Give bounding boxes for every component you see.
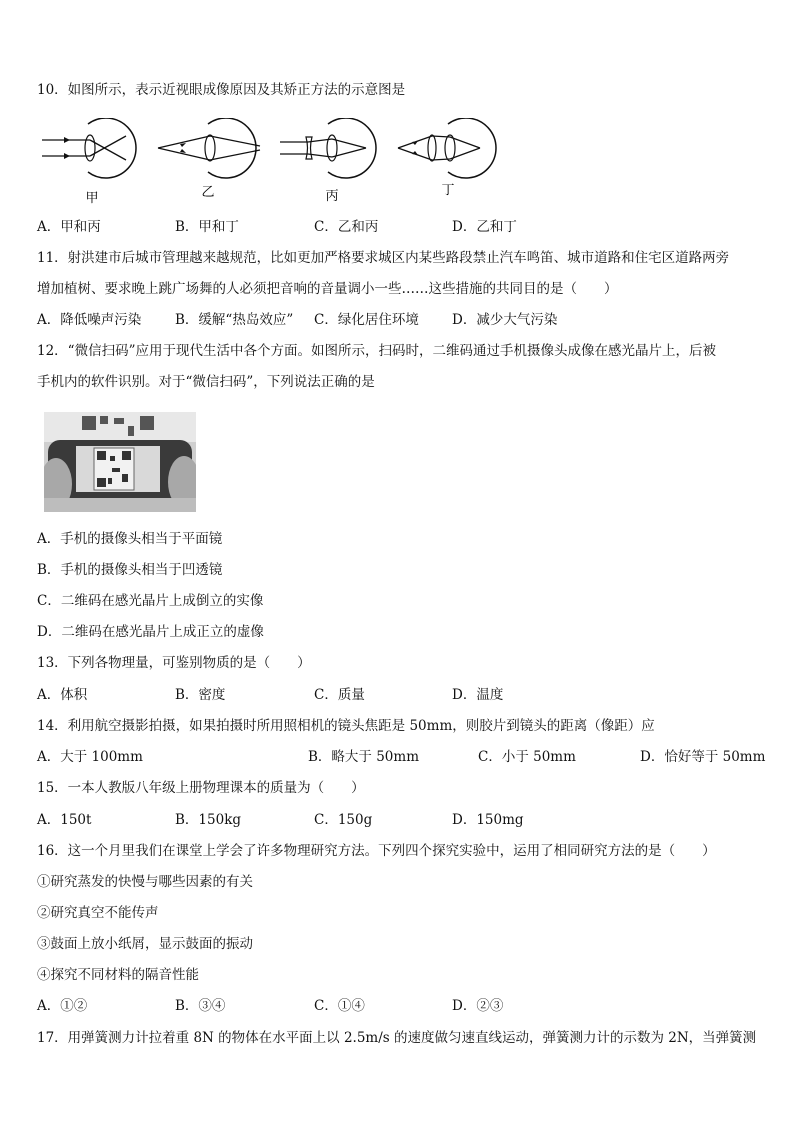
- eye-diagrams-figure: [40, 118, 500, 208]
- q16-item-3: ③鼓面上放小纸屑，显示鼓面的振动: [37, 936, 253, 952]
- q11-option-a: A．降低噪声污染: [37, 312, 142, 328]
- qr-scan-photo: [44, 412, 196, 512]
- q16-item-1: ①研究蒸发的快慢与哪些因素的有关: [37, 874, 253, 890]
- q12-stem-line1: 12．“微信扫码”应用于现代生活中各个方面。如图所示，扫码时，二维码通过手机摄像头成像在感光晶片上，后被: [37, 343, 716, 359]
- q16-option-b: B．③④: [175, 998, 226, 1014]
- q10-option-c: C．乙和丙: [314, 219, 379, 235]
- q12-option-d: D．二维码在感光晶片上成正立的虚像: [37, 624, 264, 640]
- q16-option-c: C．①④: [314, 998, 365, 1014]
- q13-option-a: A．体积: [37, 687, 88, 703]
- q13-stem: 13．下列各物理量，可鉴别物质的是（ ）: [37, 655, 311, 671]
- q16-item-4: ④探究不同材料的隔音性能: [37, 967, 199, 983]
- figure-label-bing: 丙: [325, 189, 339, 204]
- q15-option-a: A．150t: [37, 812, 92, 828]
- q10-stem: 10．如图所示，表示近视眼成像原因及其矫正方法的示意图是: [37, 82, 406, 98]
- q11-option-b: B．缓解“热岛效应”: [175, 312, 294, 328]
- q12-option-b: B．手机的摄像头相当于凹透镜: [37, 562, 223, 578]
- q15-option-c: C．150g: [314, 812, 373, 828]
- q11-option-d: D．减少大气污染: [452, 312, 558, 328]
- eye-diagram-yi: [158, 118, 260, 178]
- q12-option-a: A．手机的摄像头相当于平面镜: [37, 531, 223, 547]
- q16-stem: 16．这一个月里我们在课堂上学会了许多物理研究方法。下列四个探究实验中，运用了相同研究方法的是（ ）: [37, 843, 716, 859]
- q15-stem: 15．一本人教版八年级上册物理课本的质量为（ ）: [37, 780, 365, 796]
- figure-label-jia: 甲: [85, 191, 99, 206]
- eye-diagram-ding: [398, 118, 496, 178]
- q14-option-a: A．大于 100mm: [37, 749, 143, 765]
- q14-stem: 14．利用航空摄影拍摄，如果拍摄时所用照相机的镜头焦距是 50mm，则胶片到镜头的距离（像距）应: [37, 718, 655, 734]
- q16-item-2: ②研究真空不能传声: [37, 905, 159, 921]
- eye-diagram-jia: [42, 118, 136, 178]
- q16-option-d: D．②③: [452, 998, 504, 1014]
- q15-option-d: D．150mg: [452, 812, 524, 828]
- q14-option-c: C．小于 50mm: [478, 749, 576, 765]
- figure-label-ding: 丁: [441, 183, 455, 198]
- q11-option-c: C．绿化居住环境: [314, 312, 419, 328]
- q10-option-a: A．甲和丙: [37, 219, 101, 235]
- q10-option-b: B．甲和丁: [175, 219, 239, 235]
- eye-diagram-bing: [280, 118, 376, 178]
- q13-option-c: C．质量: [314, 687, 365, 703]
- q15-option-b: B．150kg: [175, 812, 242, 828]
- q13-option-d: D．温度: [452, 687, 504, 703]
- q11-stem-line2: 增加植树、要求晚上跳广场舞的人必须把音响的音量调小一些……这些措施的共同目的是（ ）: [37, 281, 618, 297]
- q14-option-d: D．恰好等于 50mm: [640, 749, 766, 765]
- q10-option-d: D．乙和丁: [452, 219, 517, 235]
- q11-stem-line1: 11．射洪建市后城市管理越来越规范，比如更加严格要求城区内某些路段禁止汽车鸣笛、城市道路和住宅区道路两旁: [37, 250, 730, 266]
- q12-option-c: C．二维码在感光晶片上成倒立的实像: [37, 593, 264, 609]
- figure-label-yi: 乙: [201, 185, 215, 200]
- q17-stem: 17．用弹簧测力计拉着重 8N 的物体在水平面上以 2.5m/s 的速度做匀速直线运动，弹簧测力计的示数为 2N，当弹簧测: [37, 1030, 757, 1046]
- q14-option-b: B．略大于 50mm: [308, 749, 419, 765]
- q13-option-b: B．密度: [175, 687, 226, 703]
- q12-stem-line2: 手机内的软件识别。对于“微信扫码”，下列说法正确的是: [37, 374, 375, 390]
- q16-option-a: A．①②: [37, 998, 88, 1014]
